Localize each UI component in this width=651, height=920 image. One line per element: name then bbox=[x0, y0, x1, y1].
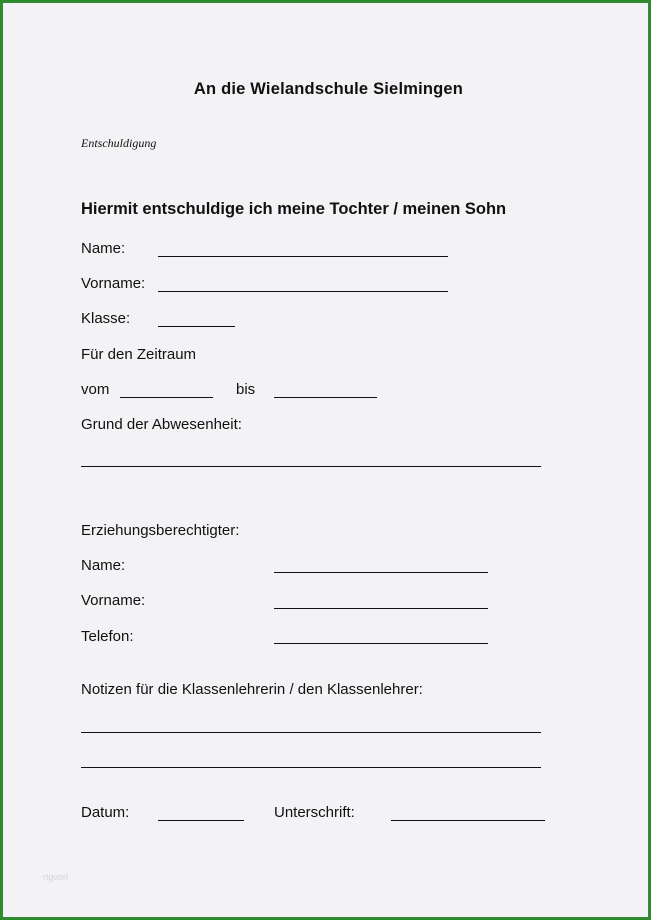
document-title: An die Wielandschule Sielmingen bbox=[193, 80, 464, 98]
datum-label: Datum: bbox=[81, 804, 130, 821]
guardian-telefon-label: Telefon: bbox=[81, 628, 134, 645]
student-klasse-label: Klasse: bbox=[81, 310, 131, 327]
document-subtitle: Entschuldigung bbox=[81, 136, 157, 150]
form-heading: Hiermit entschuldige ich meine Tochter / meinen Sohn bbox=[81, 200, 507, 218]
grund-label: Grund der Abwesenheit: bbox=[81, 416, 242, 433]
guardian-telefon-field[interactable] bbox=[274, 643, 488, 644]
guardian-vorname-label: Vorname: bbox=[81, 592, 146, 609]
datum-field[interactable] bbox=[158, 820, 244, 821]
student-vorname-field[interactable] bbox=[158, 291, 448, 292]
zeitraum-label: Für den Zeitraum bbox=[81, 346, 197, 363]
notes-line-1[interactable] bbox=[81, 732, 541, 733]
bis-date-field[interactable] bbox=[274, 397, 377, 398]
watermark-text: rtgvorl bbox=[43, 872, 69, 882]
guardian-name-field[interactable] bbox=[274, 572, 488, 573]
unterschrift-label: Unterschrift: bbox=[274, 804, 355, 821]
unterschrift-field[interactable] bbox=[391, 820, 545, 821]
guardian-vorname-field[interactable] bbox=[274, 608, 488, 609]
student-name-field[interactable] bbox=[158, 256, 448, 257]
student-name-label: Name: bbox=[81, 240, 126, 257]
student-vorname-label: Vorname: bbox=[81, 275, 146, 292]
notes-line-2[interactable] bbox=[81, 767, 541, 768]
vom-label: vom bbox=[81, 381, 110, 398]
student-klasse-field[interactable] bbox=[158, 326, 235, 327]
guardian-name-label: Name: bbox=[81, 557, 126, 574]
guardian-heading: Erziehungsberechtigter: bbox=[81, 522, 240, 539]
notes-label: Notizen für die Klassenlehrerin / den Klassenlehrer: bbox=[81, 681, 423, 698]
vom-date-field[interactable] bbox=[120, 397, 213, 398]
grund-field[interactable] bbox=[81, 466, 541, 467]
bis-label: bis bbox=[236, 381, 256, 398]
